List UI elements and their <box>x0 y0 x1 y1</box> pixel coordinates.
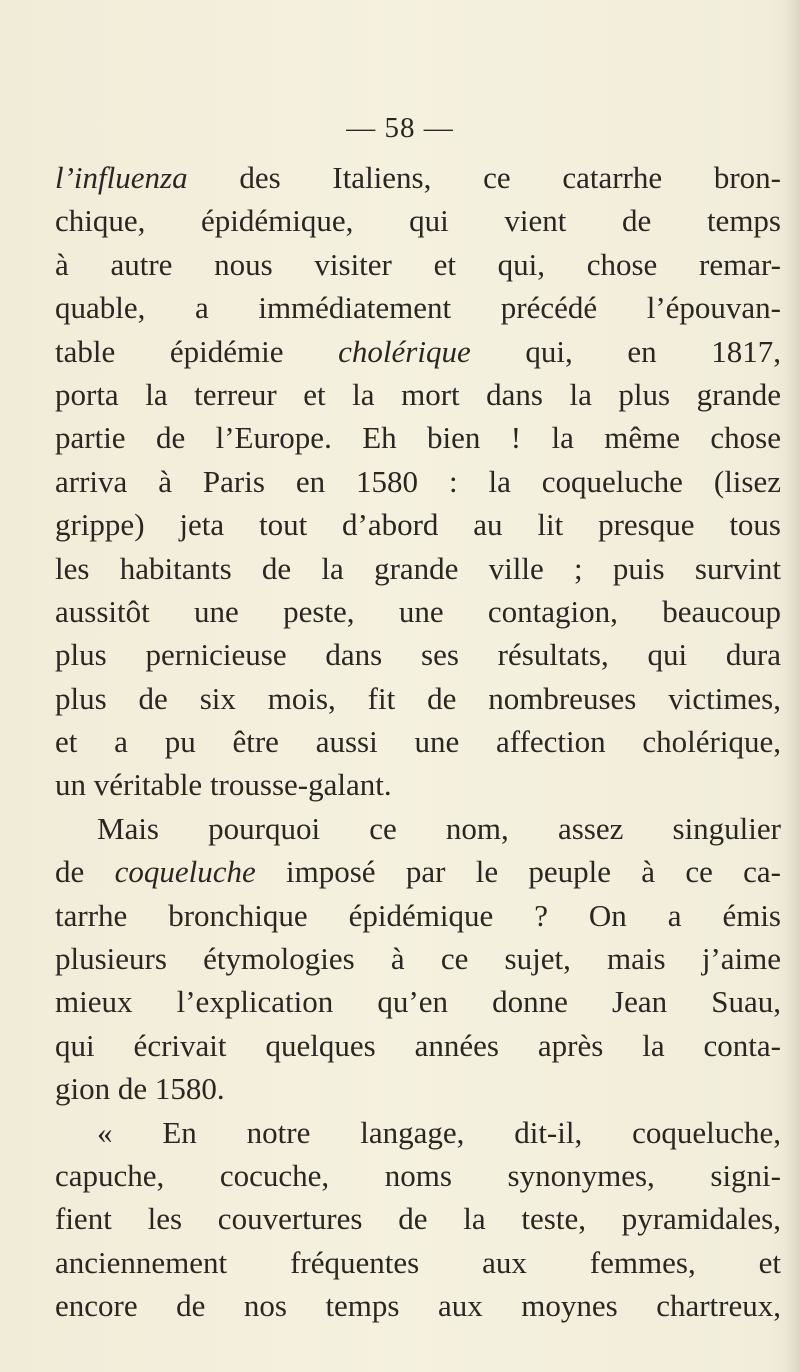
text-run: plusieurs étymologies à ce sujet, mais j’aime <box>55 941 781 977</box>
text-line <box>55 503 781 546</box>
text-run: anciennement fréquentes aux femmes, et <box>55 1244 781 1280</box>
text-line <box>55 460 781 503</box>
text-line <box>55 1241 781 1284</box>
text-line <box>55 547 781 590</box>
text-run: gion de 1580. <box>55 1071 225 1107</box>
text-run: quable, a immédiatement précédé l’épouvan- <box>55 290 781 326</box>
text-line <box>55 1154 781 1197</box>
text-line <box>55 980 781 1023</box>
text-line <box>55 807 781 850</box>
text-run: « En notre langage, dit-il, coqueluche, <box>97 1114 781 1150</box>
italic-term: l’influenza <box>55 160 188 195</box>
italic-term: cholérique <box>338 333 471 369</box>
italic-term: coqueluche <box>114 854 256 890</box>
text-run: porta la terreur et la mort dans la plus grande <box>55 376 781 412</box>
text-run: des Italiens, ce catarrhe bron- <box>187 160 781 195</box>
text-line <box>55 763 781 806</box>
text-line <box>55 720 781 763</box>
page-number: — 58 — <box>346 112 454 144</box>
text-run: capuche, cocuche, noms synonymes, signi- <box>55 1157 781 1193</box>
text-run: les habitants de la grande ville ; puis survint <box>55 550 781 586</box>
text-line <box>55 156 781 199</box>
text-run: et a pu être aussi une affection cholérique, <box>55 724 781 760</box>
text-run: à autre nous visiter et qui, chose remar- <box>55 246 781 282</box>
text-line <box>55 243 781 286</box>
text-run: plus de six mois, fit de nombreuses victimes, <box>55 680 781 716</box>
text-line <box>55 199 781 242</box>
text-line <box>55 677 781 720</box>
text-run: qui, en 1817, <box>470 333 781 369</box>
text-run: Mais pourquoi ce nom, assez singulier <box>97 810 781 846</box>
text-run: imposé par le peuple à ce ca- <box>255 854 781 890</box>
body-text <box>55 156 781 1328</box>
text-run: mieux l’explication qu’en donne Jean Suau, <box>55 984 781 1020</box>
text-run: plus pernicieuse dans ses résultats, qui dura <box>55 637 781 673</box>
text-line <box>55 633 781 676</box>
text-line <box>55 894 781 937</box>
text-run: qui écrivait quelques années après la conta- <box>55 1027 781 1063</box>
text-run: chique, épidémique, qui vient de temps <box>55 203 781 239</box>
text-line <box>55 330 781 373</box>
text-line <box>55 1284 781 1327</box>
text-line <box>55 590 781 633</box>
text-line <box>55 1197 781 1240</box>
text-line <box>55 1024 781 1067</box>
text-line <box>55 850 781 893</box>
text-run: partie de l’Europe. Eh bien ! la même chose <box>55 420 781 456</box>
text-run: un véritable trousse-galant. <box>55 767 392 803</box>
page-edge-shadow <box>786 0 800 1372</box>
text-line <box>55 373 781 416</box>
text-line <box>55 286 781 329</box>
text-run: fient les couvertures de la teste, pyramidales, <box>55 1201 781 1237</box>
text-line <box>55 1111 781 1154</box>
text-line <box>55 1067 781 1110</box>
text-line <box>55 416 781 459</box>
text-run: arriva à Paris en 1580 : la coqueluche (lisez <box>55 463 781 499</box>
text-run: aussitôt une peste, une contagion, beaucoup <box>55 593 781 629</box>
text-run: grippe) jeta tout d’abord au lit presque tous <box>55 507 781 543</box>
text-line <box>55 937 781 980</box>
text-run: tarrhe bronchique épidémique ? On a émis <box>55 897 781 933</box>
text-run: table épidémie <box>55 333 339 369</box>
text-run: de <box>55 854 115 890</box>
text-run: encore de nos temps aux moynes chartreux, <box>55 1288 781 1324</box>
